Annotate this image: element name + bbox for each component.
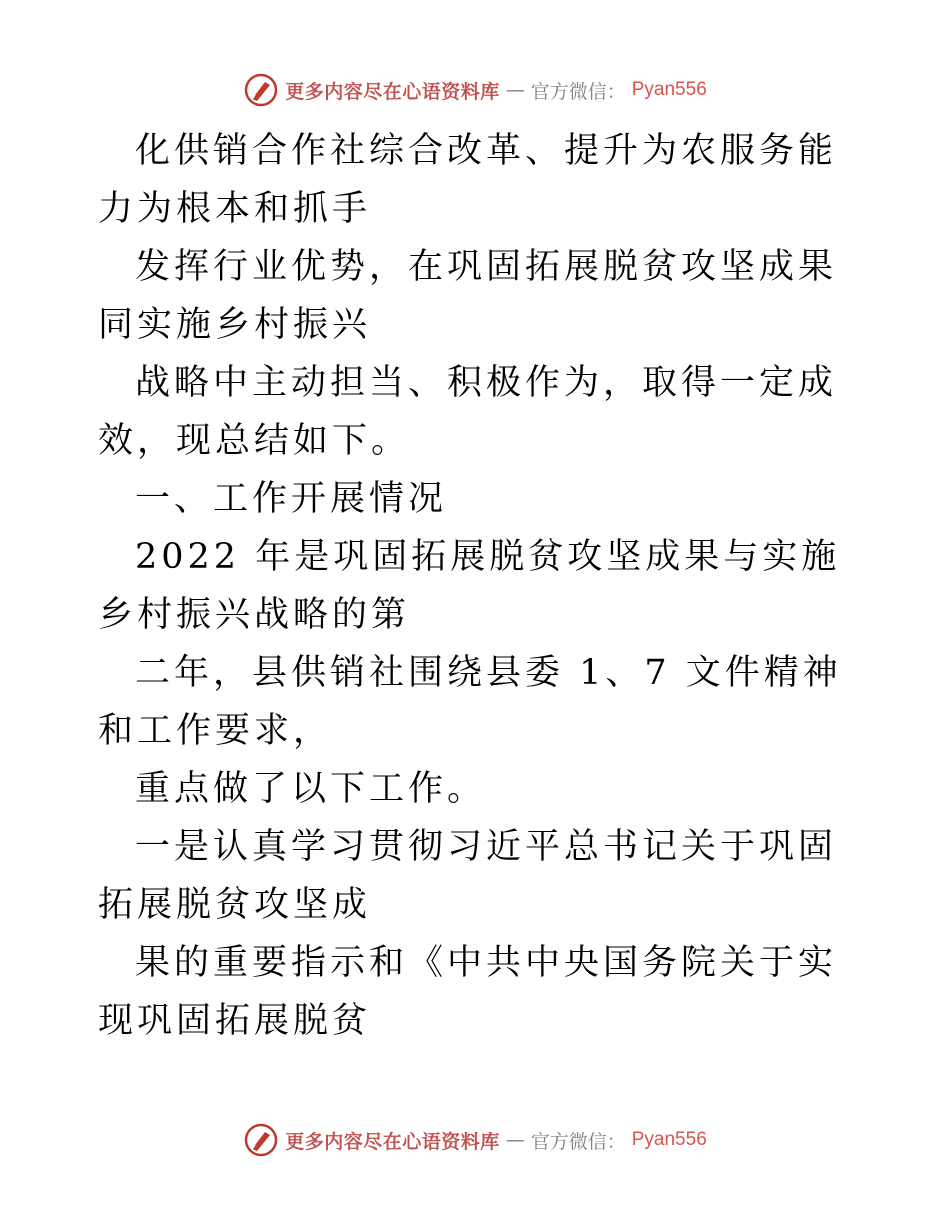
- paragraph: 二年，县供销社围绕县委 1、7 文件精神和工作要求，: [98, 653, 842, 751]
- quill-pen-icon: [243, 1122, 279, 1158]
- paragraph: 战略中主动担当、积极作为，取得一定成效，现总结如下。: [98, 363, 838, 461]
- paragraph: 一是认真学习贯彻习近平总书记关于巩固拓展脱贫攻坚成: [98, 827, 838, 925]
- banner-wechat-id: Pyan556: [631, 79, 707, 100]
- section-heading: 一、工作开展情况: [135, 479, 448, 519]
- banner-main-text: 更多内容尽在心语资料库: [285, 1130, 500, 1153]
- banner-wechat-label: 官方微信：: [530, 80, 626, 103]
- footer-watermark-banner: [0, 1120, 950, 1160]
- document-body: [98, 122, 858, 1050]
- banner-dash: —: [505, 79, 525, 101]
- paragraph: 2022 年是巩固拓展脱贫攻坚成果与实施乡村振兴战略的第: [98, 537, 841, 635]
- paragraph: 发挥行业优势，在巩固拓展脱贫攻坚成果同实施乡村振兴: [98, 247, 838, 345]
- paragraph: 化供销合作社综合改革、提升为农服务能力为根本和抓手: [98, 131, 838, 229]
- header-watermark-banner: [0, 70, 950, 110]
- banner-dash: —: [505, 1129, 525, 1151]
- paragraph: 重点做了以下工作。: [135, 769, 487, 809]
- paragraph: 果的重要指示和《中共中央国务院关于实现巩固拓展脱贫: [98, 943, 838, 1041]
- banner-wechat-label: 官方微信：: [530, 1130, 626, 1153]
- banner-main-text: 更多内容尽在心语资料库: [285, 80, 500, 103]
- banner-wechat-id: Pyan556: [631, 1129, 707, 1150]
- quill-pen-icon: [243, 72, 279, 108]
